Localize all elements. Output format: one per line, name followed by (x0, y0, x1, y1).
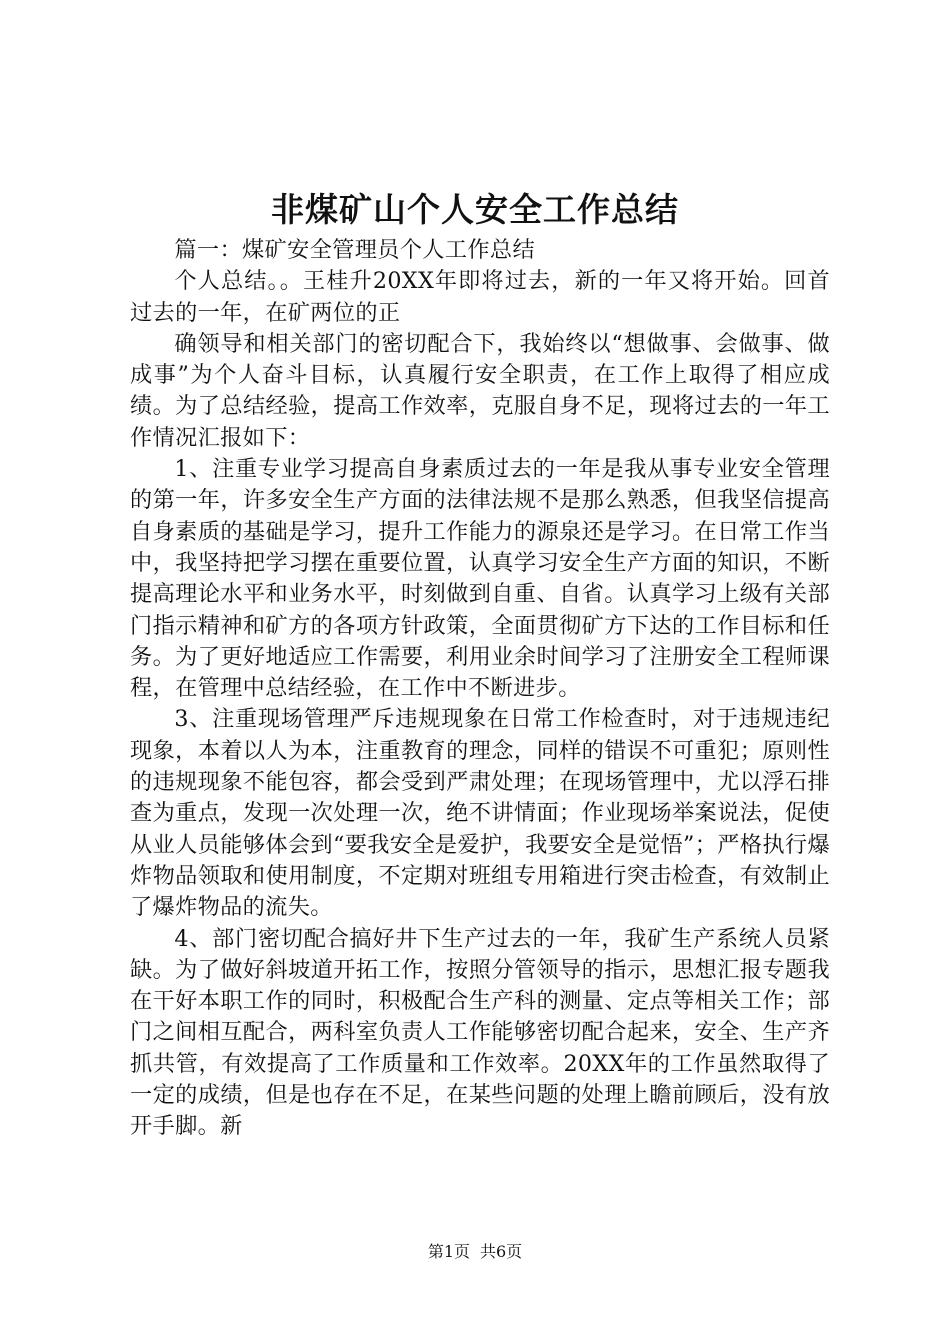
page-footer (0, 1240, 950, 1264)
paragraph-leadership: 确领导和相关部门的密切配合下，我始终以“想做事、会做事、做成事”为个人奋斗目标，认真履行安全职责，在工作上取得了相应成绩。为了总结经验，提高工作效率，克服自身不足，现将过去的一年工作情况汇报如下： (130, 330, 830, 451)
paragraph-cooperation: 4、部门密切配合搞好井下生产过去的一年，我矿生产系统人员紧缺。为了做好斜坡道开拓工作，按照分管领导的指示，思想汇报专题我在干好本职工作的同时，积极配合生产科的测量、定点等相关工作；部门之间相互配合，两科室负责人工作能够密切配合起来，安全、生产齐抓共管，有效提高了工作质量和工作效率。20XX年的工作虽然取得了一定的成绩，但是也存在不足，在某些问题的处理上瞻前顾后，没有放开手脚。新 (130, 925, 830, 1140)
page-total: 共6页 (480, 1242, 523, 1261)
paragraph-site-management: 3、注重现场管理严斥违规现象在日常工作检查时，对于违规违纪现象，本着以人为本，注重教育的理念，同样的错误不可重犯；原则性的违规现象不能包容，都会受到严肃处理；在现场管理中，尤以浮石排查为重点，发现一次处理一次，绝不讲情面；作业现场举案说法，促使从业人员能够体会到“要我安全是爱护，我要安全是觉悟”；严格执行爆炸物品领取和使用制度，不定期对班组专用箱进行突击检查，有效制止了爆炸物品的流失。 (130, 706, 830, 921)
document-title: 非煤矿山个人安全工作总结 (271, 190, 679, 229)
page-number: 第1页 (427, 1242, 470, 1261)
paragraph-intro: 个人总结。。王桂升20XX年即将过去，新的一年又将开始。回首过去的一年，在矿两位的正 (130, 268, 830, 326)
paragraph-heading: 篇一：煤矿安全管理员个人工作总结 (174, 237, 535, 263)
paragraph-study: 1、注重专业学习提高自身素质过去的一年是我从事专业安全管理的第一年，许多安全生产方面的法律法规不是那么熟悉，但我坚信提高自身素质的基础是学习，提升工作能力的源泉还是学习。在日常工作当中，我坚持把学习摆在重要位置，认真学习安全生产方面的知识，不断提高理论水平和业务水平，时刻做到自重、自省。认真学习上级有关部门指示精神和矿方的各项方针政策，全面贯彻矿方下达的工作目标和任务。为了更好地适应工作需要，利用业余时间学习了注册安全工程师课程，在管理中总结经验，在工作中不断进步。 (130, 456, 830, 702)
document-body (130, 235, 830, 1143)
